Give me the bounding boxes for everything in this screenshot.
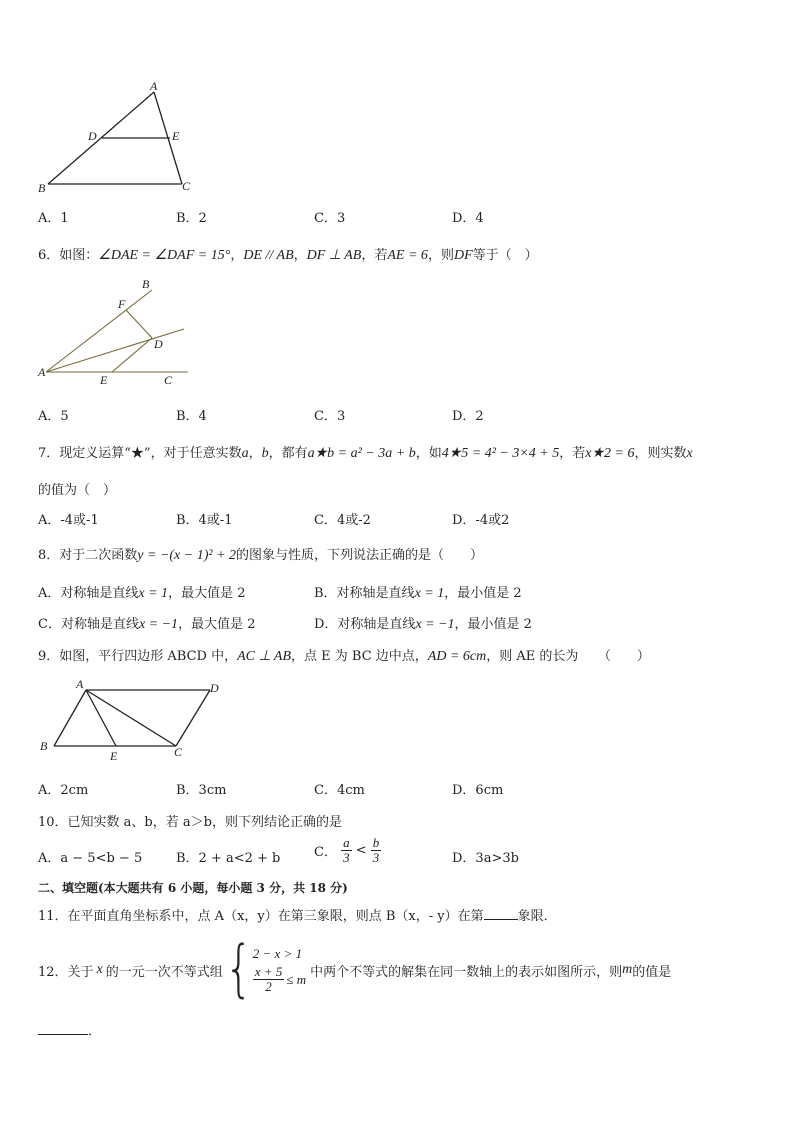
section-title-fill-in: 二、填空题(本大题共有 6 小题，每小题 3 分，共 18 分) <box>38 881 348 895</box>
fraction-numerator: a <box>343 835 350 850</box>
q8-option-text: ，最小值是 2 <box>444 586 522 601</box>
q8-option-c <box>38 613 255 633</box>
q6-question <box>38 244 538 264</box>
q6-option-c: C．3 <box>314 409 346 424</box>
label-E: E <box>100 373 108 387</box>
q8-question <box>38 544 483 564</box>
q9-option-a: A．2cm <box>38 783 89 798</box>
q7-text: ， <box>248 446 262 461</box>
q12-var-m: m <box>622 962 633 977</box>
q6-df: DF <box>453 248 473 263</box>
label-D: D <box>210 681 219 695</box>
q8-option-text: ，最大值是 2 <box>168 586 246 601</box>
fraction-numerator: x + 5 <box>254 964 283 979</box>
q7-text: ，如 <box>415 446 442 461</box>
q6-option-a: A．5 <box>38 409 69 424</box>
label-C: C <box>182 179 191 193</box>
q6-end: ，则 <box>427 248 454 263</box>
q7-definition: a★b = a² − 3a + b <box>307 446 416 461</box>
q7-var-x: x <box>686 446 693 461</box>
q6-prefix: 6．如图： <box>38 248 99 263</box>
label-E: E <box>172 129 180 143</box>
label-D: D <box>154 337 163 351</box>
q6-parallel: DE // AB <box>243 248 294 263</box>
q8-text: 的图象与性质，下列说法正确的是（ ） <box>236 548 484 563</box>
q12-inequality-system <box>253 946 306 994</box>
q8-option-eq: x = −1 <box>415 617 455 632</box>
q12-answer-line <box>38 1020 101 1039</box>
q10-fraction-b <box>371 836 382 865</box>
q8-option-d <box>314 613 532 633</box>
q6-option-d: D．2 <box>452 409 484 424</box>
label-C: C <box>174 745 183 759</box>
q12-end: ． <box>88 1024 102 1039</box>
q11-answer-blank[interactable] <box>484 919 518 920</box>
q8-option-text: A．对称轴是直线 <box>38 586 139 601</box>
q8-option-text: B．对称轴是直线 <box>314 586 415 601</box>
q7-text: ，都有 <box>268 446 308 461</box>
fraction-numerator: b <box>372 835 380 850</box>
q6-sep: ， <box>293 248 307 263</box>
q9-perp: AC ⊥ AB <box>237 649 292 664</box>
q12-text: 的一元一次不等式组 <box>105 964 223 980</box>
q9-option-c: C．4cm <box>314 783 365 798</box>
q12-text: 中两个不等式的解集在同一数轴上的表示如图所示，则 <box>310 964 623 980</box>
figure-q9-parallelogram <box>34 676 234 768</box>
label-B: B <box>40 739 48 753</box>
fraction-denominator: 3 <box>372 850 380 865</box>
q7-condition: x★2 = 6 <box>585 446 635 461</box>
q12-text: 12．关于 <box>38 964 94 980</box>
q6-angle: ∠DAE = ∠DAF = 15° <box>98 248 231 263</box>
q6-end: 等于（ ） <box>472 248 538 263</box>
q12-text: 的值是 <box>632 964 672 980</box>
q9-text: ，点 E 为 BC 边中点， <box>291 649 428 664</box>
q8-option-eq: x = −1 <box>138 617 179 632</box>
q7-var-b: b <box>261 446 269 461</box>
q11-text: 11．在平面直角坐标系中，点 A（x，y）在第三象限，则点 B（x，- y）在第 <box>38 909 484 924</box>
q12-answer-blank[interactable] <box>38 1034 88 1035</box>
label-F: F <box>118 297 126 311</box>
q7-text: ，若 <box>559 446 586 461</box>
label-D: D <box>88 129 97 143</box>
fraction-denominator: 2 <box>265 979 272 994</box>
q8-option-eq: x = 1 <box>414 586 445 601</box>
q8-function: y = −(x − 1)² + 2 <box>137 548 237 563</box>
q11-question <box>38 905 557 924</box>
q10-less-than: < <box>355 843 367 858</box>
q10-fraction-a <box>341 836 352 865</box>
q7-question <box>38 442 693 462</box>
q9-question <box>38 645 650 665</box>
q8-option-b <box>314 582 522 602</box>
q5-option-c: C．3 <box>314 211 346 226</box>
q12-inequality-1: 2 − x > 1 <box>252 946 303 961</box>
q8-option-text: ，最小值是 2 <box>454 617 532 632</box>
q12-le-m: ≤ m <box>286 971 307 987</box>
q7-option-a: A．-4或-1 <box>38 513 99 528</box>
label-B: B <box>38 181 46 195</box>
q10-option-c-label: C． <box>314 845 337 860</box>
q10-option-a: A．a − 5<b − 5 <box>38 851 143 866</box>
q12-system-brace: { <box>224 933 253 1005</box>
q12-fraction <box>253 965 285 994</box>
q7-var-a: a <box>241 446 249 461</box>
q12-question <box>38 933 672 1005</box>
q11-text: 象限． <box>517 909 557 924</box>
q7-text: 7．现定义运算“★”，对于任意实数 <box>38 446 242 461</box>
q12-inequality-2 <box>253 965 306 994</box>
q12-var-x: x <box>96 962 103 977</box>
figure-q5-triangle <box>30 78 210 198</box>
q5-option-a: A．1 <box>38 211 69 226</box>
q10-question: 10．已知实数 a、b，若 a＞b，则下列结论正确的是 <box>38 815 342 830</box>
fraction-denominator: 3 <box>343 850 350 865</box>
q6-option-b: B．4 <box>176 409 207 424</box>
q7-option-c: C．4或-2 <box>314 513 371 528</box>
q6-perp: DF ⊥ AB <box>306 248 362 263</box>
q10-option-d: D．3a>3b <box>452 851 519 866</box>
q9-option-b: B．3cm <box>176 783 227 798</box>
label-B: B <box>142 277 150 291</box>
q10-option-c <box>314 836 381 865</box>
q9-option-d: D．6cm <box>452 783 504 798</box>
q8-option-text: D．对称轴是直线 <box>314 617 416 632</box>
q6-ae: AE = 6 <box>387 248 428 263</box>
q7-option-d: D．-4或2 <box>452 513 510 528</box>
q7-example: 4★5 = 4² − 3×4 + 5 <box>441 446 560 461</box>
q7-option-b: B．4或-1 <box>176 513 233 528</box>
q8-option-text: C．对称轴是直线 <box>38 617 139 632</box>
q8-option-eq: x = 1 <box>138 586 169 601</box>
q5-option-d: D．4 <box>452 211 484 226</box>
label-A: A <box>76 677 84 691</box>
figure-q6-angles <box>30 276 200 388</box>
q6-mid: ，若 <box>361 248 388 263</box>
q9-ad: AD = 6cm <box>427 649 487 664</box>
q7-text: ，则实数 <box>634 446 687 461</box>
q10-option-b: B．2 + a<2 + b <box>176 851 281 866</box>
label-E: E <box>110 749 118 763</box>
q8-option-text: ，最大值是 2 <box>178 617 256 632</box>
q8-text: 8．对于二次函数 <box>38 548 138 563</box>
q9-text: ，则 AE 的长为 （ ） <box>486 649 650 664</box>
q8-option-a <box>38 582 245 602</box>
q6-sep: ， <box>230 248 244 263</box>
label-A: A <box>150 79 158 93</box>
q5-option-b: B．2 <box>176 211 207 226</box>
label-C: C <box>164 373 173 387</box>
label-A: A <box>38 365 46 379</box>
q7-question-line2: 的值为（ ） <box>38 483 117 498</box>
q9-text: 9．如图，平行四边形 ABCD 中， <box>38 649 238 664</box>
